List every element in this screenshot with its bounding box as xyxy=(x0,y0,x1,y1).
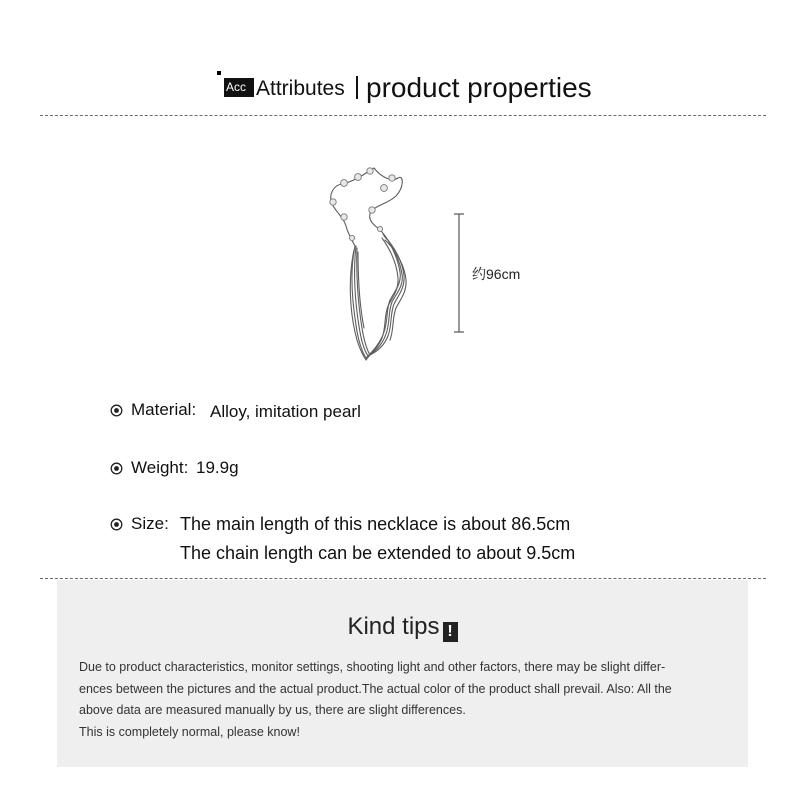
target-bullet-icon xyxy=(110,404,123,417)
kind-tips-body xyxy=(79,657,739,743)
kind-tips-title: Kind tips xyxy=(347,613,440,640)
exclamation-icon: ! xyxy=(443,622,458,642)
material-value: Alloy, imitation pearl xyxy=(210,402,361,421)
kind-tips-heading xyxy=(57,613,748,642)
weight-value: 19.9g xyxy=(196,458,239,477)
header-attributes-label: Attributes xyxy=(256,77,345,100)
size-value-extension: The chain length can be extended to about 9.5cm xyxy=(180,543,576,563)
weight-label: Weight: xyxy=(131,458,189,477)
divider-bottom xyxy=(40,578,766,579)
tips-line: ences between the pictures and the actual product.The actual color of the product shall prevail. Also: All the xyxy=(79,681,672,696)
section-header xyxy=(0,68,800,108)
target-bullet-icon xyxy=(110,518,123,531)
tips-line: Due to product characteristics, monitor settings, shooting light and other factors, there may be slight differ- xyxy=(79,660,666,674)
length-label: 约96cm xyxy=(472,266,521,282)
size-value-main-length: The main length of this necklace is about 86.5cm xyxy=(180,514,571,534)
target-bullet-icon xyxy=(110,462,123,475)
page-title: product properties xyxy=(366,72,592,103)
divider-top xyxy=(40,115,766,116)
necklace-illustration xyxy=(300,160,560,365)
header-dot-icon xyxy=(217,71,221,75)
tips-line: This is completely normal, please know! xyxy=(79,724,300,739)
size-label: Size: xyxy=(131,514,169,533)
necklace-product-image xyxy=(300,160,560,365)
kind-tips-panel xyxy=(57,580,748,767)
material-label: Material: xyxy=(131,400,197,419)
tips-line: above data are measured manually by us, there are slight differences. xyxy=(79,703,466,717)
header-separator xyxy=(356,76,358,99)
header-badge: Acc xyxy=(224,78,254,97)
